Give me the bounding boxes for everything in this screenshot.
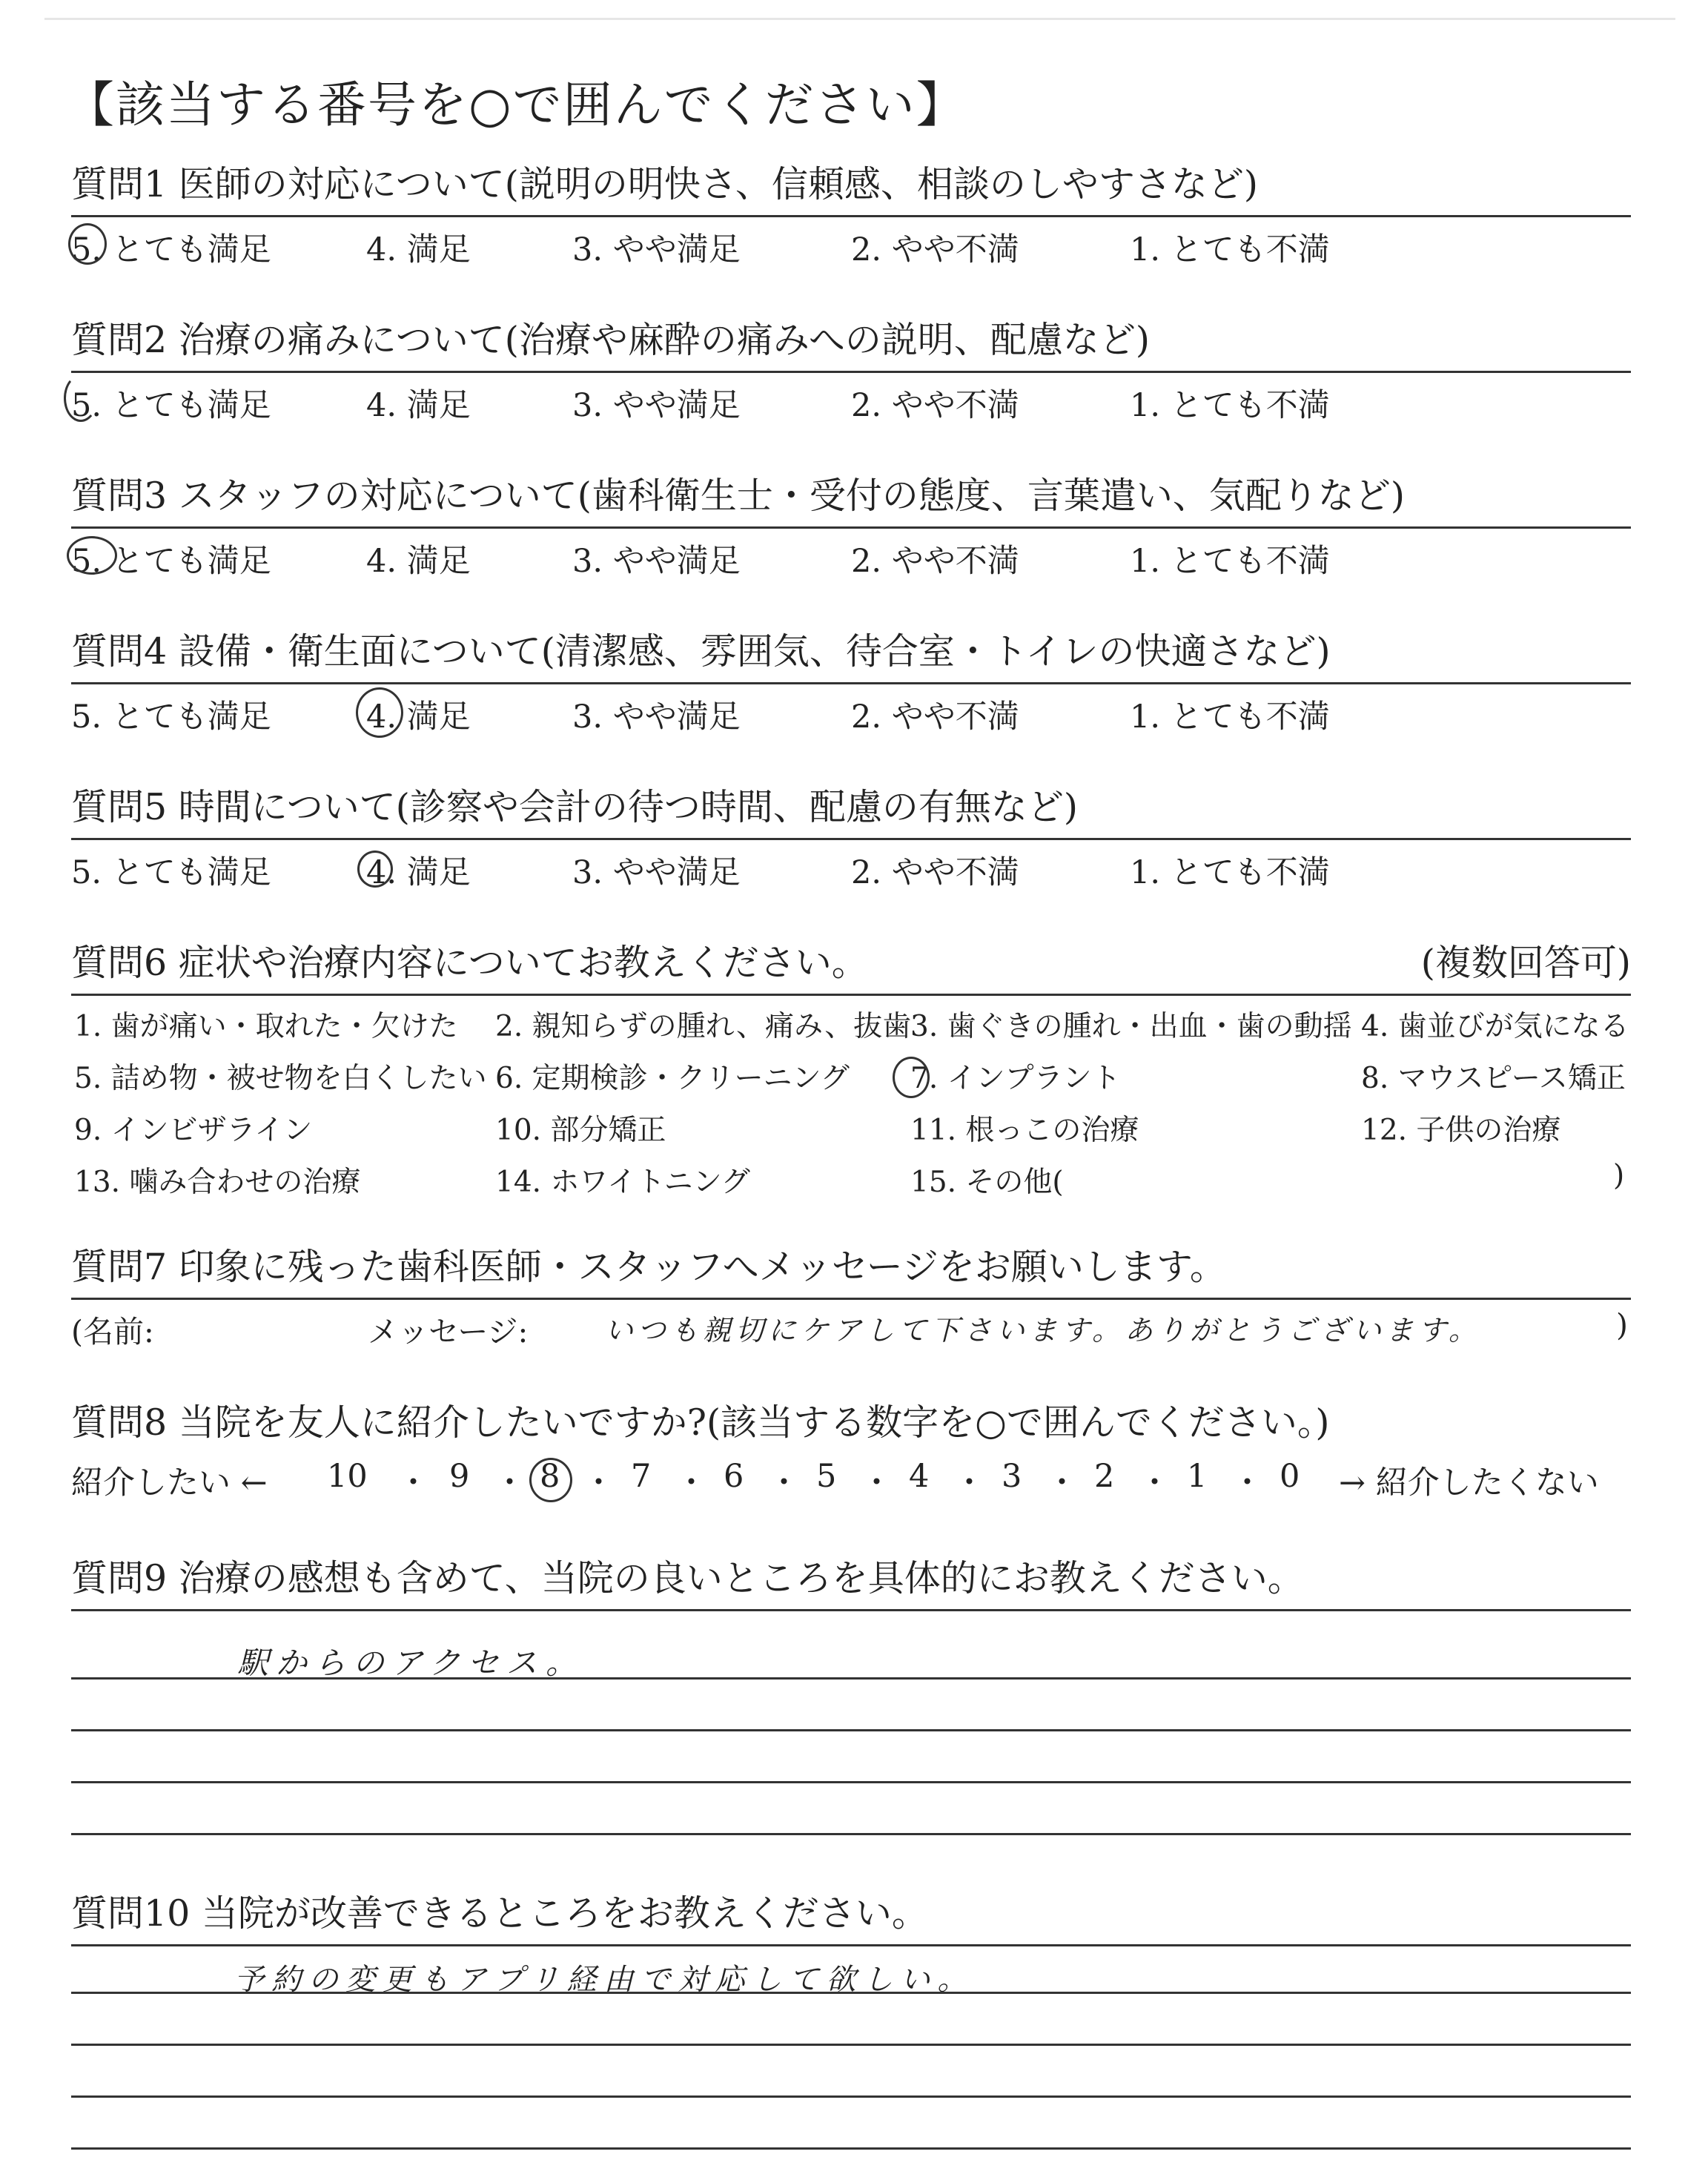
handwritten-answer: 駅からのアクセス。 <box>237 1645 585 1681</box>
symptom-item[interactable]: 10. 部分矯正 <box>495 1114 666 1147</box>
symptom-item[interactable]: 11. 根っこの治療 <box>910 1114 1139 1147</box>
rating-options <box>71 222 1631 266</box>
selection-circle <box>67 536 117 575</box>
handwritten-answer: 予約の変更もアプリ経由で対応して欲しい。 <box>234 1963 975 1997</box>
symptom-item[interactable]: 9. インビザライン <box>74 1114 313 1147</box>
answer-line <box>71 1677 1631 1680</box>
rating-options <box>71 533 1631 578</box>
question-title: 質問4 設備・衛生面について(清潔感、雰囲気、待合室・トイレの快適さなど) <box>71 630 1331 673</box>
selection-circle <box>893 1057 930 1098</box>
selection-circle <box>529 1458 572 1502</box>
scale-dot: ・ <box>953 1464 985 1502</box>
scale-number[interactable]: 8 <box>540 1458 560 1495</box>
question-title-row <box>71 939 1631 988</box>
symptom-item[interactable]: 12. 子供の治療 <box>1361 1114 1561 1147</box>
scale-number[interactable]: 0 <box>1280 1458 1300 1495</box>
scale-number[interactable]: 9 <box>449 1458 470 1495</box>
question-10 <box>71 1889 1631 1946</box>
question-divider <box>71 526 1631 529</box>
option-4[interactable]: 4. 満足 <box>366 854 471 891</box>
symptom-item[interactable]: 14. ホワイトニング <box>495 1166 750 1199</box>
scale-number[interactable]: 3 <box>1002 1458 1022 1495</box>
selection-circle <box>68 223 107 265</box>
question-1 <box>71 160 1631 266</box>
option-3[interactable]: 3. やや満足 <box>572 543 741 580</box>
top-divider <box>44 18 1675 20</box>
scale-dot: ・ <box>768 1464 800 1502</box>
scale-number[interactable]: 4 <box>909 1458 930 1495</box>
option-5[interactable]: 5. とても満足 <box>71 387 271 424</box>
scale-number[interactable]: 2 <box>1094 1458 1115 1495</box>
question-divider <box>71 994 1631 996</box>
scale-dot: ・ <box>861 1464 893 1502</box>
symptom-item[interactable]: 1. 歯が痛い・取れた・欠けた <box>74 1010 458 1043</box>
scale-dot: ・ <box>1231 1464 1263 1502</box>
option-5[interactable]: 5. とても満足 <box>71 231 271 268</box>
scale-dot: ・ <box>1046 1464 1078 1502</box>
option-1[interactable]: 1. とても不満 <box>1130 387 1330 424</box>
selection-circle <box>356 687 403 738</box>
handwritten-message: いつも親切にケアして下さいます。ありがとうございます。 <box>605 1314 1481 1347</box>
option-4[interactable]: 4. 満足 <box>366 543 471 580</box>
symptom-item[interactable]: 5. 詰め物・被せ物を白くしたい <box>74 1062 487 1095</box>
question-2 <box>71 316 1631 422</box>
message-label: メッセージ: <box>368 1314 529 1350</box>
selection-circle <box>64 374 98 422</box>
question-divider <box>71 371 1631 373</box>
answer-line <box>71 1729 1631 1731</box>
answer-line <box>71 1833 1631 1835</box>
symptom-item[interactable]: 2. 親知らずの腫れ、痛み、抜歯 <box>495 1010 912 1043</box>
message-close: ) <box>1616 1307 1628 1343</box>
option-3[interactable]: 3. やや満足 <box>572 387 741 424</box>
option-4[interactable]: 4. 満足 <box>366 387 471 424</box>
symptom-item[interactable]: 3. 歯ぐきの腫れ・出血・歯の動揺 <box>910 1010 1352 1043</box>
scale-dot: ・ <box>675 1464 707 1502</box>
answer-line <box>71 1781 1631 1783</box>
option-2[interactable]: 2. やや不満 <box>851 231 1019 268</box>
option-2[interactable]: 2. やや不満 <box>851 387 1019 424</box>
answer-line <box>71 1609 1631 1611</box>
symptom-item-other[interactable]: 15. その他( <box>910 1166 1064 1199</box>
question-title: 質問3 スタッフの対応について(歯科衛生士・受付の態度、言葉遣い、気配りなど) <box>71 475 1406 517</box>
question-divider <box>71 1298 1631 1300</box>
question-title: 質問1 医師の対応について(説明の明快さ、信頼感、相談のしやすさなど) <box>71 163 1259 205</box>
scale-left-label: 紹介したい ← <box>71 1464 268 1502</box>
scale-number[interactable]: 7 <box>631 1458 652 1495</box>
question-title: 質問9 治療の感想も含めて、当院の良いところを具体的にお教えください。 <box>71 1557 1304 1599</box>
option-4[interactable]: 4. 満足 <box>366 231 471 268</box>
question-title: 質問10 当院が改善できるところをお教えください。 <box>71 1892 928 1935</box>
symptom-item[interactable]: 7. インプラント <box>910 1062 1121 1095</box>
option-1[interactable]: 1. とても不満 <box>1130 698 1330 736</box>
scale-dot: ・ <box>1139 1464 1171 1502</box>
answer-line <box>71 2044 1631 2046</box>
question-divider <box>71 215 1631 217</box>
scale-dot: ・ <box>583 1464 615 1502</box>
symptom-item[interactable]: 4. 歯並びが気になる <box>1361 1010 1629 1043</box>
question-title: 質問6 症状や治療内容についてお教えください。 <box>71 942 868 984</box>
symptom-options <box>71 1003 1631 1226</box>
scale-number[interactable]: 1 <box>1187 1458 1208 1495</box>
answer-line <box>71 2095 1631 2098</box>
option-3[interactable]: 3. やや満足 <box>572 231 741 268</box>
scale-right-label: → 紹介したくない <box>1339 1464 1599 1502</box>
other-close-paren: ) <box>1613 1159 1625 1192</box>
rating-options <box>71 689 1631 736</box>
option-5[interactable]: 5. とても満足 <box>71 854 271 891</box>
question-5 <box>71 783 1631 889</box>
option-1[interactable]: 1. とても不満 <box>1130 854 1330 891</box>
option-1[interactable]: 1. とても不満 <box>1130 543 1330 580</box>
scale-dot: ・ <box>397 1464 429 1502</box>
option-3[interactable]: 3. やや満足 <box>572 854 741 891</box>
symptom-item[interactable]: 13. 噛み合わせの治療 <box>74 1166 361 1199</box>
selection-circle <box>357 851 393 888</box>
answer-line <box>71 1944 1631 1946</box>
option-2[interactable]: 2. やや不満 <box>851 543 1019 580</box>
symptom-item[interactable]: 8. マウスピース矯正 <box>1361 1062 1626 1095</box>
question-title: 質問2 治療の痛みについて(治療や麻酔の痛みへの説明、配慮など) <box>71 319 1151 361</box>
scale-number[interactable]: 10 <box>327 1458 368 1495</box>
question-title: 質問7 印象に残った歯科医師・スタッフへメッセージをお願いします。 <box>71 1246 1226 1288</box>
scale-number[interactable]: 6 <box>724 1458 744 1495</box>
rating-options <box>71 377 1631 422</box>
question-divider <box>71 838 1631 840</box>
question-9 <box>71 1554 1631 1611</box>
scale-dot: ・ <box>494 1464 526 1502</box>
option-4[interactable]: 4. 満足 <box>366 698 471 736</box>
option-2[interactable]: 2. やや不満 <box>851 854 1019 891</box>
question-7 <box>71 1243 1631 1349</box>
option-5[interactable]: 5. とても満足 <box>71 543 271 580</box>
symptom-item[interactable]: 6. 定期検診・クリーニング <box>495 1062 850 1095</box>
multiple-answers-note: (複数回答可) <box>1420 942 1631 984</box>
question-title: 質問8 当院を友人に紹介したいですか?(該当する数字を○で囲んでください。) <box>71 1401 1330 1444</box>
question-8 <box>71 1398 1631 1507</box>
message-row <box>71 1304 1631 1349</box>
question-title: 質問5 時間について(診察や会計の待つ時間、配慮の有無など) <box>71 786 1079 828</box>
rating-options <box>71 845 1631 889</box>
question-4 <box>71 627 1631 736</box>
scale-number[interactable]: 5 <box>816 1458 837 1495</box>
question-3 <box>71 472 1631 578</box>
answer-line <box>71 1992 1631 1994</box>
survey-heading: 【該当する番号を○で囲んでください】 <box>65 76 967 133</box>
question-6 <box>71 939 1631 1226</box>
option-5[interactable]: 5. とても満足 <box>71 698 271 736</box>
name-label: (名前: <box>71 1314 154 1350</box>
option-2[interactable]: 2. やや不満 <box>851 698 1019 736</box>
answer-line <box>71 2147 1631 2150</box>
option-3[interactable]: 3. やや満足 <box>572 698 741 736</box>
recommend-scale <box>71 1455 1631 1507</box>
option-1[interactable]: 1. とても不満 <box>1130 231 1330 268</box>
question-divider <box>71 682 1631 684</box>
